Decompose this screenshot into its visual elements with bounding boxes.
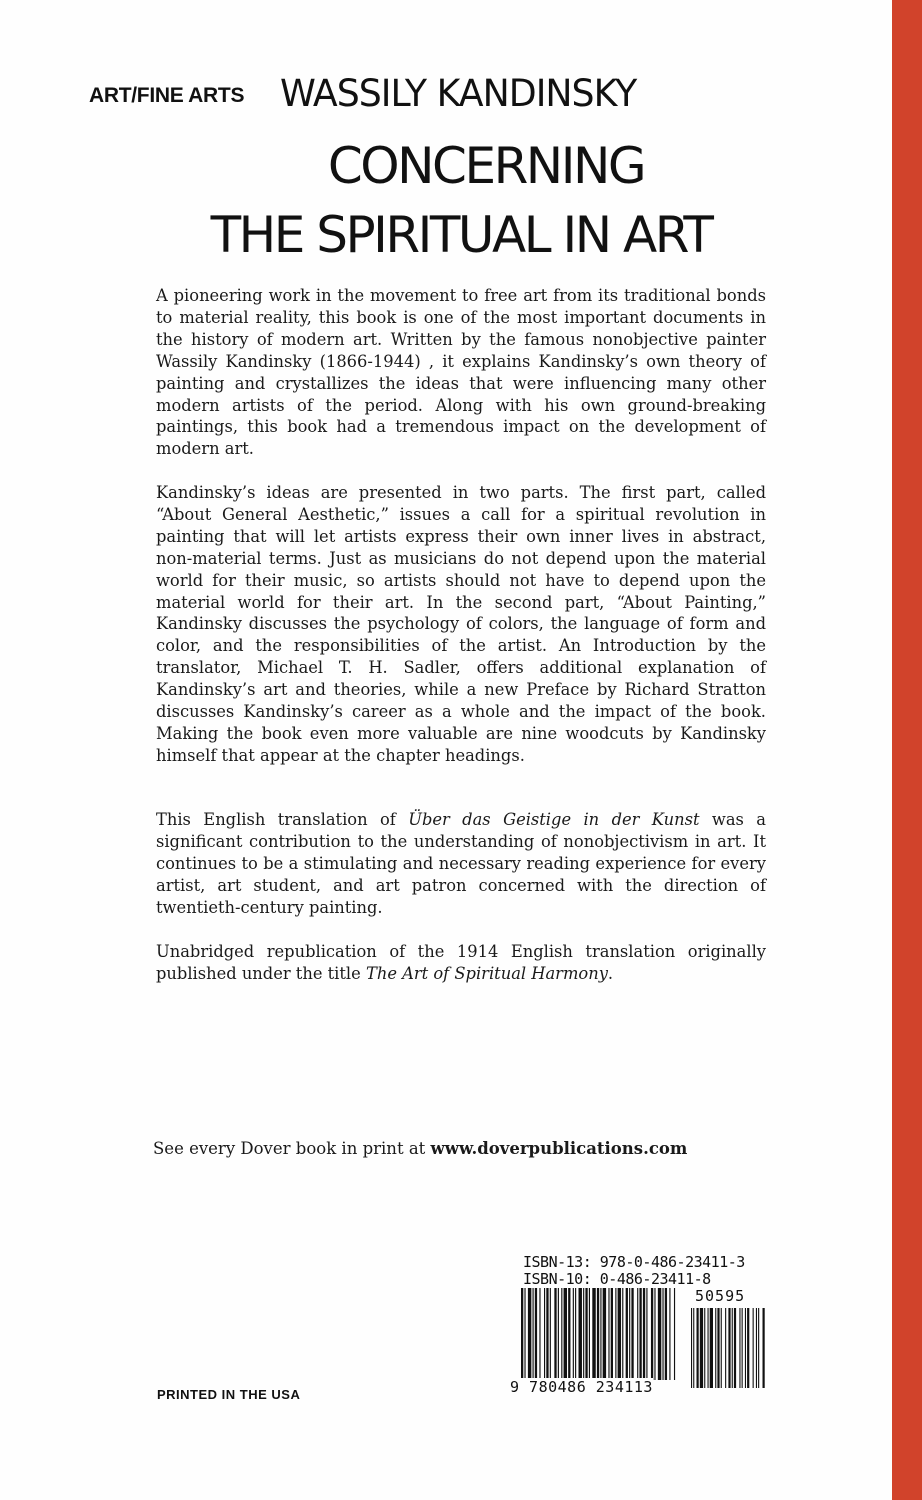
barcode-addon-bar [708, 1308, 709, 1388]
barcode-addon-bar [742, 1308, 743, 1388]
barcode-addon-bar [700, 1308, 703, 1388]
barcode-addon-bar [715, 1308, 716, 1388]
barcode-bar [573, 1288, 574, 1380]
barcode-bar [585, 1288, 587, 1380]
barcode-bar [674, 1288, 675, 1380]
barcode-bar [564, 1288, 567, 1380]
barcode-addon-bar [728, 1308, 730, 1388]
barcode-bar [592, 1288, 595, 1380]
barcode-addon-bar [697, 1308, 699, 1388]
original-title-italic: Über das Geistige in der Kunst [408, 810, 700, 829]
barcode-bar [597, 1288, 599, 1380]
barcode-addon-bar [745, 1308, 746, 1388]
barcode-bar [631, 1288, 633, 1380]
barcode-bar [535, 1288, 537, 1380]
barcode-bar [589, 1288, 590, 1380]
barcode-bar [611, 1288, 613, 1380]
barcode-bar [539, 1288, 540, 1380]
description-paragraph-1 [156, 285, 766, 460]
barcode-bar [579, 1288, 582, 1380]
barcode-bar [575, 1288, 576, 1380]
barcode-bar [654, 1288, 655, 1380]
barcode-bar [554, 1288, 556, 1380]
barcode-addon-bar [710, 1308, 713, 1388]
barcode-bar [568, 1288, 570, 1380]
barcode-bar [583, 1288, 584, 1380]
text-run: This English translation of [156, 810, 409, 829]
barcode-bar [533, 1288, 534, 1380]
barcode-bar [646, 1288, 647, 1380]
barcode-addon-bar [725, 1308, 726, 1388]
barcode-bar [626, 1288, 628, 1380]
description-paragraph-3 [156, 809, 766, 919]
barcode-addon-digits: 50595 [695, 1287, 746, 1305]
barcode-addon-bar [732, 1308, 733, 1388]
publisher-website-line [153, 1139, 687, 1158]
barcode-addon-bar [691, 1308, 692, 1388]
text-run: . [607, 963, 614, 983]
barcode-addon-bar [739, 1308, 740, 1388]
barcode-bar [521, 1288, 523, 1380]
text-run: was a significant contribution to the understanding of nonobjectivism in art. It continues to be a stimulating and necessary reading experience for every artist, art student, and art patron concerned with the direction of twentieth-century painting. [156, 810, 766, 917]
barcode-bar [651, 1288, 653, 1380]
barcode-addon-bar [734, 1308, 736, 1388]
barcode-addon-bar [758, 1308, 759, 1388]
barcode-bar [662, 1288, 663, 1380]
barcode-bar [546, 1288, 548, 1380]
barcode-bar [669, 1288, 670, 1380]
book-title-line-2: THE SPIRITUAL IN ART [210, 206, 712, 264]
barcode-bar [629, 1288, 630, 1380]
republication-note [156, 941, 766, 985]
barcode-addon-bar [721, 1308, 722, 1388]
barcode-bar [639, 1288, 641, 1380]
barcode-bar [528, 1288, 531, 1380]
barcode-addon-bar [753, 1308, 754, 1388]
printed-in-label: PRINTED IN THE USA [157, 1387, 301, 1402]
barcode-bar [558, 1288, 559, 1380]
barcode-bar [600, 1288, 601, 1380]
barcode-bar [615, 1288, 616, 1380]
paragraph-text [156, 809, 766, 919]
category-label: ART/FINE ARTS [89, 84, 245, 107]
isbn-13: ISBN-13: 978-0-486-23411-3 [523, 1253, 745, 1271]
barcode-bar [618, 1288, 621, 1380]
barcode-bar [622, 1288, 623, 1380]
book-title-line-1: CONCERNING [327, 137, 645, 195]
paragraph-text: Kandinsky’s ideas are presented in two parts. The first part, called “About General Aesthetic,” issues a call for a spiritual revolution in painting that will let artists express their own inner lives in abstract, non-material terms. Just as musicians do not depend upon the material world for their music, so artists should not have to depend upon the material world for their art. In the second part, “About Painting,” Kandinsky discusses the psychology of colors, the language of form and color, and the responsibilities of the artist. An Introduction by the translator, Michael T. H. Sadler, offers additional explanation of Kandinsky’s art and theories, while a new Preface by Richard Stratton discusses Kandinsky’s career as a whole and the impact of the book. Making the book even more valuable are nine woodcuts by Kandinsky himself that appear at the chapter headings. [156, 483, 766, 765]
paragraph-text: A pioneering work in the movement to free art from its traditional bonds to material reality, this book is one of the most important documents in the history of modern art. Written by the famous nonobjective painter Wassily Kandinsky (1866-1944) , it explains Kandinsky’s own theory of painting and crystallizes the ideas that were influencing many other modern artists of the period. Along with his own ground-breaking paintings, this book had a tremendous impact on the development of modern art. [156, 286, 766, 459]
barcode-addon-bar [763, 1308, 765, 1388]
barcode-bar [544, 1288, 545, 1380]
barcode-addon-bar [756, 1308, 757, 1388]
barcode-addon-bar [704, 1308, 705, 1388]
barcode-bar [665, 1288, 667, 1380]
barcode-addon-bar [747, 1308, 749, 1388]
barcode-bar [608, 1288, 609, 1380]
barcode-bar [658, 1288, 661, 1380]
barcode-addon-bar [717, 1308, 719, 1388]
description-paragraph-2 [156, 482, 766, 767]
barcode-bar [643, 1288, 645, 1380]
barcode-digits: 9 780486 234113 [510, 1378, 653, 1396]
website-prefix: See every Dover book in print at [153, 1139, 431, 1158]
author-name: WASSILY KANDINSKY [280, 72, 637, 115]
website-url[interactable]: www.doverpublications.com [430, 1139, 688, 1158]
text-run: Unabridged republication of the 1914 English translation originally published under the title [156, 942, 766, 983]
barcode-bar [550, 1288, 551, 1380]
barcode-bar [603, 1288, 606, 1380]
barcode-bar [637, 1288, 638, 1380]
paragraph-text [156, 941, 766, 985]
barcode-bar [561, 1288, 562, 1380]
barcode-addon-bar [693, 1308, 694, 1388]
alternate-title-italic: The Art of Spiritual Harmony [365, 963, 608, 983]
isbn-10: ISBN-10: 0-486-23411-8 [523, 1270, 711, 1288]
barcode-bar [524, 1288, 525, 1380]
